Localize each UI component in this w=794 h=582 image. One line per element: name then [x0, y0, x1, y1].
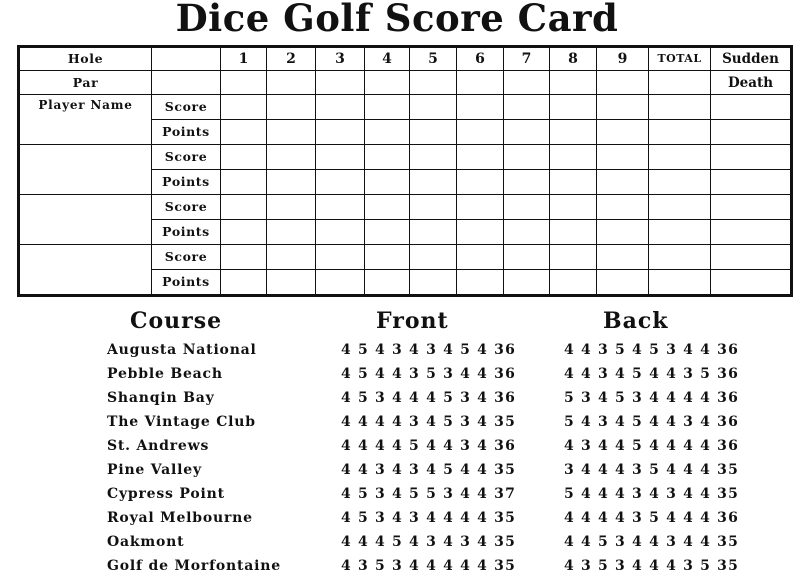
score-cell[interactable]: [597, 95, 649, 120]
points-cell[interactable]: [267, 220, 316, 245]
course-row: [0, 366, 794, 390]
par-cell[interactable]: [649, 71, 711, 95]
points-cell[interactable]: [221, 220, 267, 245]
points-cell[interactable]: [365, 270, 410, 296]
points-cell[interactable]: [457, 220, 504, 245]
points-cell[interactable]: [649, 120, 711, 145]
page-title: Dice Golf Score Card: [175, 0, 619, 40]
points-cell[interactable]: [711, 170, 792, 195]
score-cell[interactable]: [457, 145, 504, 170]
points-cell[interactable]: [267, 170, 316, 195]
back-pars: 4 4 5 3 4 4 3 4 4 35: [564, 534, 740, 550]
par-cell[interactable]: [550, 71, 597, 95]
points-cell[interactable]: [649, 220, 711, 245]
points-cell[interactable]: [550, 270, 597, 296]
front-pars: 4 5 3 4 5 5 3 4 4 37: [341, 486, 517, 502]
course-name: St. Andrews: [107, 438, 210, 454]
points-cell[interactable]: [550, 220, 597, 245]
back-pars: 4 4 3 4 5 4 4 3 5 36: [564, 366, 740, 382]
back-pars: 4 3 4 4 5 4 4 4 4 36: [564, 438, 740, 454]
score-cell[interactable]: [597, 195, 649, 220]
points-label: Points: [152, 120, 221, 145]
points-cell[interactable]: [221, 120, 267, 145]
player-name-cell[interactable]: [19, 245, 152, 296]
points-cell[interactable]: [365, 170, 410, 195]
score-label: Score: [152, 195, 221, 220]
score-cell[interactable]: [711, 195, 792, 220]
blank-cell: [152, 47, 221, 71]
par-cell[interactable]: [597, 71, 649, 95]
score-cell[interactable]: [597, 245, 649, 270]
points-cell[interactable]: [504, 120, 550, 145]
points-cell[interactable]: [410, 170, 457, 195]
points-cell[interactable]: [550, 120, 597, 145]
player-name-cell[interactable]: [19, 195, 152, 245]
points-cell[interactable]: [267, 120, 316, 145]
par-cell[interactable]: [457, 71, 504, 95]
points-label: Points: [152, 170, 221, 195]
points-cell[interactable]: [316, 220, 365, 245]
score-cell[interactable]: [410, 195, 457, 220]
front-pars: 4 4 3 4 3 4 5 4 4 35: [341, 462, 517, 478]
back-header: Back: [603, 308, 669, 334]
course-row: [0, 534, 794, 558]
score-cell[interactable]: [267, 195, 316, 220]
hole-number: 9: [597, 47, 649, 71]
blank-cell: [152, 71, 221, 95]
score-cell[interactable]: [504, 95, 550, 120]
score-cell[interactable]: [410, 145, 457, 170]
score-cell[interactable]: [711, 245, 792, 270]
front-pars: 4 5 4 3 4 3 4 5 4 36: [341, 342, 517, 358]
score-cell[interactable]: [550, 195, 597, 220]
score-cell[interactable]: [316, 195, 365, 220]
points-cell[interactable]: [457, 120, 504, 145]
points-cell[interactable]: [550, 170, 597, 195]
score-cell[interactable]: [649, 245, 711, 270]
course-name: Oakmont: [107, 534, 185, 550]
score-cell[interactable]: [711, 95, 792, 120]
course-row: [0, 510, 794, 534]
score-cell[interactable]: [221, 145, 267, 170]
course-row: [0, 414, 794, 438]
points-cell[interactable]: [316, 120, 365, 145]
score-cell[interactable]: [410, 95, 457, 120]
points-cell[interactable]: [504, 270, 550, 296]
score-cell[interactable]: [365, 145, 410, 170]
hole-number: 8: [550, 47, 597, 71]
score-cell[interactable]: [316, 245, 365, 270]
course-name: The Vintage Club: [107, 414, 256, 430]
par-cell[interactable]: [504, 71, 550, 95]
score-label: Score: [152, 145, 221, 170]
hole-number: 7: [504, 47, 550, 71]
par-cell[interactable]: [365, 71, 410, 95]
score-cell[interactable]: [504, 145, 550, 170]
score-cell[interactable]: [457, 95, 504, 120]
back-pars: 3 4 4 4 3 5 4 4 4 35: [564, 462, 740, 478]
score-cell[interactable]: [365, 245, 410, 270]
score-cell[interactable]: [267, 245, 316, 270]
score-cell[interactable]: [504, 195, 550, 220]
score-cell[interactable]: [365, 195, 410, 220]
points-cell[interactable]: [457, 270, 504, 296]
score-cell[interactable]: [550, 145, 597, 170]
points-cell[interactable]: [221, 270, 267, 296]
hole-number: 2: [267, 47, 316, 71]
points-cell[interactable]: [711, 120, 792, 145]
course-name: Royal Melbourne: [107, 510, 253, 526]
back-pars: 5 4 3 4 5 4 4 3 4 36: [564, 414, 740, 430]
hole-label: Hole: [19, 47, 152, 71]
back-pars: 4 3 5 3 4 4 4 3 5 35: [564, 558, 740, 574]
par-cell[interactable]: [410, 71, 457, 95]
front-header: Front: [376, 308, 449, 334]
par-label: Par: [19, 71, 152, 95]
score-cell[interactable]: [221, 245, 267, 270]
points-cell[interactable]: [711, 270, 792, 296]
player-name-cell[interactable]: [19, 145, 152, 195]
score-label: Score: [152, 245, 221, 270]
course-row: [0, 342, 794, 366]
hole-number: 5: [410, 47, 457, 71]
front-pars: 4 3 5 3 4 4 4 4 4 35: [341, 558, 517, 574]
score-cell[interactable]: [649, 195, 711, 220]
score-cell[interactable]: [410, 245, 457, 270]
par-cell[interactable]: [267, 71, 316, 95]
course-row: [0, 486, 794, 510]
front-pars: 4 4 4 4 5 4 4 3 4 36: [341, 438, 517, 454]
score-cell[interactable]: [550, 245, 597, 270]
course-name: Pebble Beach: [107, 366, 223, 382]
points-cell[interactable]: [365, 120, 410, 145]
front-pars: 4 5 3 4 3 4 4 4 4 35: [341, 510, 517, 526]
back-pars: 5 3 4 5 3 4 4 4 4 36: [564, 390, 740, 406]
score-cell[interactable]: [550, 95, 597, 120]
par-cell[interactable]: [316, 71, 365, 95]
points-cell[interactable]: [597, 270, 649, 296]
course-row: [0, 438, 794, 462]
points-label: Points: [152, 220, 221, 245]
score-cell[interactable]: [649, 145, 711, 170]
points-cell[interactable]: [597, 220, 649, 245]
front-pars: 4 4 4 5 4 3 4 3 4 35: [341, 534, 517, 550]
sudden-label: Sudden: [711, 47, 792, 71]
points-cell[interactable]: [597, 170, 649, 195]
points-cell[interactable]: [316, 170, 365, 195]
score-cell[interactable]: [457, 245, 504, 270]
score-card-table: [17, 45, 793, 297]
total-label: TOTAL: [649, 47, 711, 71]
course-name: Shanqin Bay: [107, 390, 215, 406]
points-cell[interactable]: [221, 170, 267, 195]
course-header: Course: [130, 308, 223, 334]
hole-number: 4: [365, 47, 410, 71]
score-cell[interactable]: [267, 95, 316, 120]
course-row: [0, 462, 794, 486]
score-cell[interactable]: [316, 145, 365, 170]
points-cell[interactable]: [316, 270, 365, 296]
score-cell[interactable]: [221, 95, 267, 120]
back-pars: 5 4 4 4 3 4 3 4 4 35: [564, 486, 740, 502]
points-cell[interactable]: [597, 120, 649, 145]
score-cell[interactable]: [316, 95, 365, 120]
points-cell[interactable]: [365, 220, 410, 245]
back-pars: 4 4 3 5 4 5 3 4 4 36: [564, 342, 740, 358]
points-label: Points: [152, 270, 221, 296]
points-cell[interactable]: [410, 120, 457, 145]
course-name: Augusta National: [107, 342, 257, 358]
points-cell[interactable]: [649, 270, 711, 296]
course-row: [0, 558, 794, 582]
points-cell[interactable]: [410, 220, 457, 245]
par-cell[interactable]: [221, 71, 267, 95]
score-cell[interactable]: [221, 195, 267, 220]
hole-number: 1: [221, 47, 267, 71]
front-pars: 4 5 4 4 3 5 3 4 4 36: [341, 366, 517, 382]
score-cell[interactable]: [457, 195, 504, 220]
course-name: Golf de Morfontaine: [107, 558, 281, 574]
score-cell[interactable]: [711, 145, 792, 170]
death-label: Death: [711, 71, 792, 95]
course-row: [0, 390, 794, 414]
points-cell[interactable]: [711, 220, 792, 245]
points-cell[interactable]: [457, 170, 504, 195]
points-cell[interactable]: [267, 270, 316, 296]
score-cell[interactable]: [597, 145, 649, 170]
score-cell[interactable]: [365, 95, 410, 120]
course-name: Pine Valley: [107, 462, 202, 478]
hole-number: 6: [457, 47, 504, 71]
score-cell[interactable]: [649, 95, 711, 120]
player-name-cell[interactable]: Player Name: [19, 95, 152, 145]
front-pars: 4 4 4 4 3 4 5 3 4 35: [341, 414, 517, 430]
score-cell[interactable]: [504, 245, 550, 270]
points-cell[interactable]: [649, 170, 711, 195]
points-cell[interactable]: [410, 270, 457, 296]
points-cell[interactable]: [504, 170, 550, 195]
front-pars: 4 5 3 4 4 4 5 3 4 36: [341, 390, 517, 406]
score-label: Score: [152, 95, 221, 120]
hole-number: 3: [316, 47, 365, 71]
back-pars: 4 4 4 4 3 5 4 4 4 36: [564, 510, 740, 526]
course-name: Cypress Point: [107, 486, 225, 502]
points-cell[interactable]: [504, 220, 550, 245]
score-cell[interactable]: [267, 145, 316, 170]
